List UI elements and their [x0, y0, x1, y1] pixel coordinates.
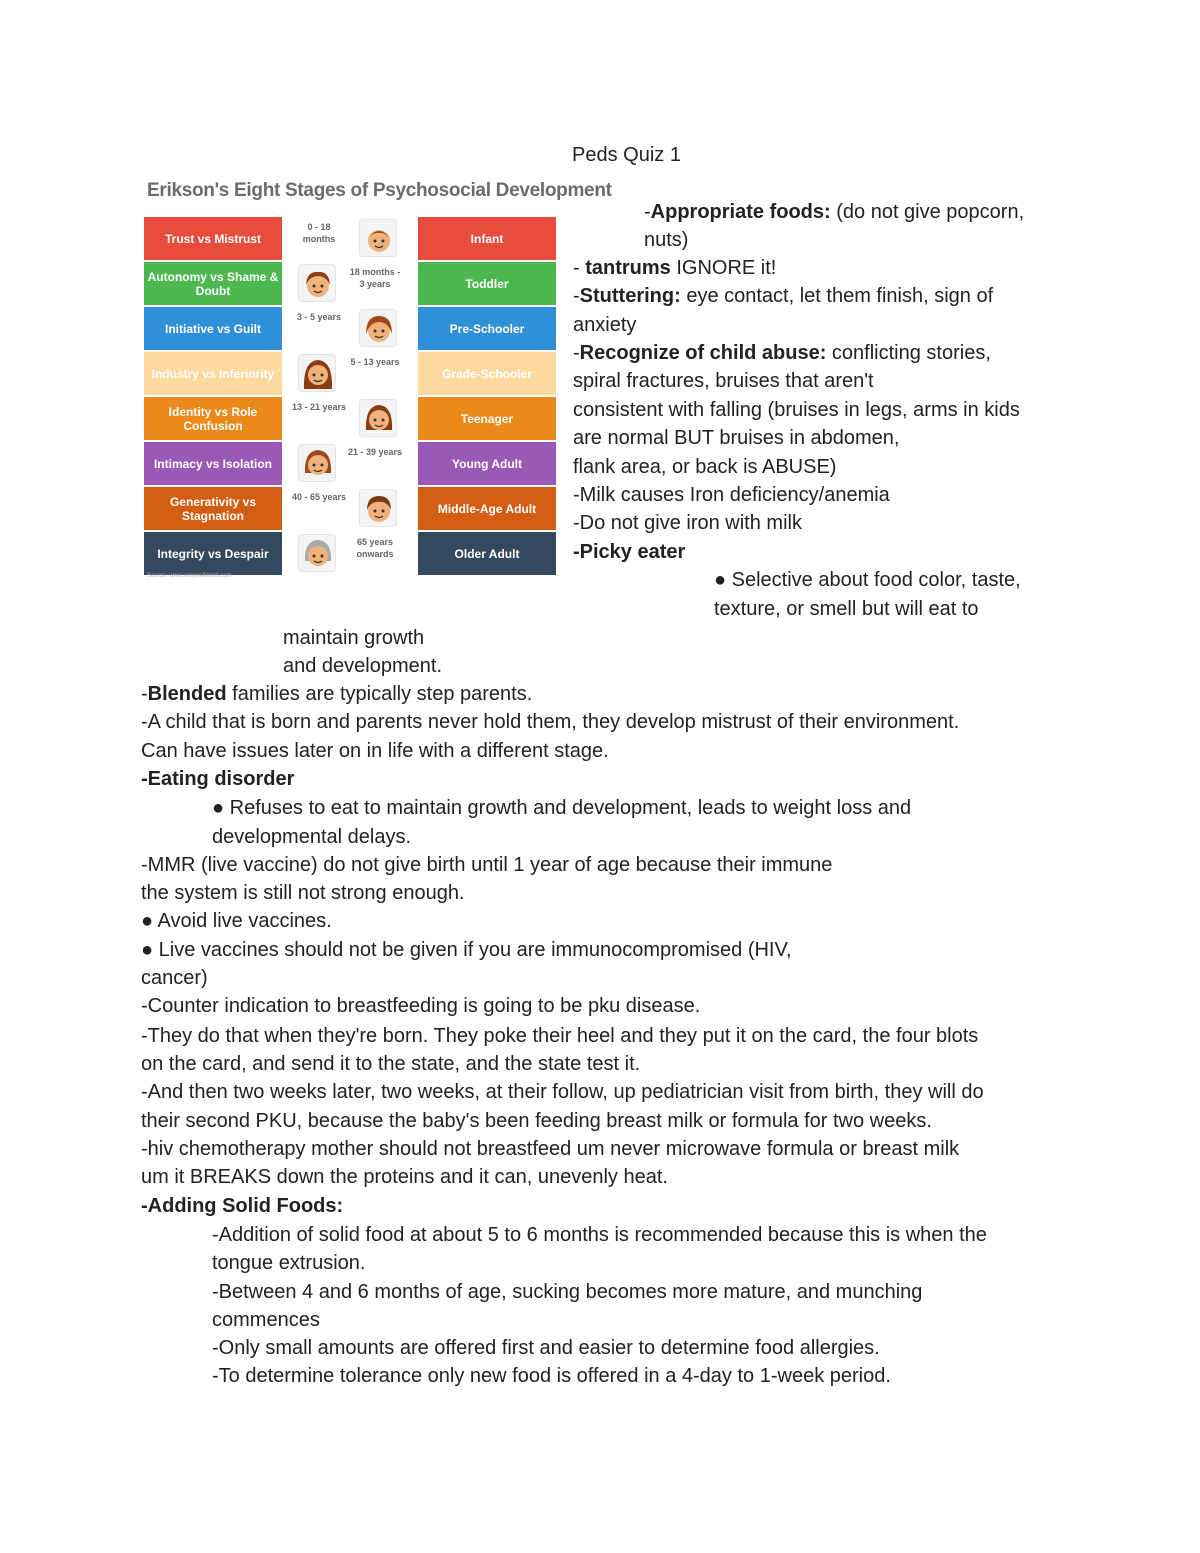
age-range: 0 - 18 months — [302, 222, 336, 244]
stuttering-line-2: anxiety — [573, 314, 637, 336]
solid-line-3: -Between 4 and 6 months of age, sucking becomes more mature, and munching — [212, 1281, 923, 1303]
counter-indication-line: -Counter indication to breastfeeding is going to be pku disease. — [141, 995, 701, 1017]
grade-schooler-face-icon — [298, 354, 336, 392]
milk-iron-line: -Milk causes Iron deficiency/anemia — [573, 484, 890, 506]
stage-label: Autonomy vs Shame & Doubt — [144, 262, 282, 305]
picky-bullet-line-2: texture, or smell but will eat to — [714, 598, 979, 620]
stage-row — [144, 307, 556, 350]
stage-row — [144, 397, 556, 440]
mistrust-line-2: Can have issues later on in life with a different stage. — [141, 740, 609, 762]
live-immuno-bullet: ● Live vaccines should not be given if you are immunocompromised (HIV, — [141, 939, 792, 961]
live-immuno-line-2: cancer) — [141, 967, 208, 989]
solid-line: -Addition of solid food at about 5 to 6 months is recommended because this is when the — [212, 1224, 987, 1246]
maintain-line-2: and development. — [283, 655, 443, 677]
age-range: 18 months - 3 years — [349, 267, 401, 289]
stage-label: Initiative vs Guilt — [144, 307, 282, 350]
picky-eater-heading: -Picky eater — [573, 541, 686, 563]
preschooler-face-icon — [359, 309, 397, 347]
life-stage-label: Teenager — [418, 397, 556, 440]
stage-label: Industry vs Inferiority — [144, 352, 282, 395]
followup-line: -And then two weeks later, two weeks, at their follow, up pediatrician visit from birth, they will do — [141, 1081, 984, 1103]
stage-row — [144, 217, 556, 260]
heel-line-2: on the card, and send it to the state, and the state test it. — [141, 1053, 641, 1075]
appropriate-foods-line: -Appropriate foods: (do not give popcorn, — [644, 201, 1025, 223]
appropriate-foods-line-2: nuts) — [644, 229, 689, 251]
mistrust-line: -A child that is born and parents never hold them, they develop mistrust of their environment. — [141, 711, 960, 733]
blended-line: -Blended families are typically step parents. — [141, 683, 533, 705]
stage-label: Intimacy vs Isolation — [144, 442, 282, 485]
eating-bullet-line-2: developmental delays. — [212, 826, 412, 848]
solid-line-4: commences — [212, 1309, 320, 1331]
infographic-title: Erikson's Eight Stages of Psychosocial Development — [147, 180, 612, 201]
no-iron-milk-line: -Do not give iron with milk — [573, 512, 802, 534]
abuse-line-3: consistent with falling (bruises in legs, arms in kids — [573, 399, 1020, 421]
young-adult-face-icon — [298, 444, 336, 482]
stage-row — [144, 532, 556, 575]
page-title: Peds Quiz 1 — [572, 144, 681, 166]
age-range: 40 - 65 years — [291, 492, 347, 502]
teenager-face-icon — [359, 399, 397, 437]
source-note: Source: www.verywellmind.com — [147, 573, 232, 579]
life-stage-label: Older Adult — [418, 532, 556, 575]
age-range: 21 - 39 years — [347, 447, 403, 457]
age-range: 65 years onwards — [356, 537, 394, 559]
mmr-line: -MMR (live vaccine) do not give birth until 1 year of age because their immune — [141, 854, 833, 876]
abuse-line-5: flank area, or back is ABUSE) — [573, 456, 837, 478]
life-stage-label: Infant — [418, 217, 556, 260]
stage-label: Identity vs Role Confusion — [144, 397, 282, 440]
stage-label: Generativity vs Stagnation — [144, 487, 282, 530]
mmr-line-2: the system is still not strong enough. — [141, 882, 465, 904]
hiv-line-2: um it BREAKS down the proteins and it can, unevenly heat. — [141, 1166, 668, 1188]
heel-line: -They do that when they're born. They poke their heel and they put it on the card, the four blots — [141, 1025, 979, 1047]
age-range: 3 - 5 years — [296, 312, 342, 322]
stuttering-line: -Stuttering: eye contact, let them finish, sign of — [573, 285, 994, 307]
toddler-face-icon — [298, 264, 336, 302]
eating-disorder-heading: -Eating disorder — [141, 768, 295, 790]
stage-row — [144, 262, 556, 305]
solid-foods-heading: -Adding Solid Foods: — [141, 1195, 344, 1217]
followup-line-2: their second PKU, because the baby's been feeding breast milk or formula for two weeks. — [141, 1110, 932, 1132]
life-stage-label: Young Adult — [418, 442, 556, 485]
solid-line-5: -Only small amounts are offered first and easier to determine food allergies. — [212, 1337, 880, 1359]
life-stage-label: Grade-Schooler — [418, 352, 556, 395]
age-range: 5 - 13 years — [350, 357, 400, 367]
tantrums-line: - tantrums IGNORE it! — [573, 257, 777, 279]
stage-row — [144, 487, 556, 530]
hiv-line: -hiv chemotherapy mother should not breastfeed um never microwave formula or breast milk — [141, 1138, 960, 1160]
life-stage-label: Pre-Schooler — [418, 307, 556, 350]
solid-line-6: -To determine tolerance only new food is offered in a 4-day to 1-week period. — [212, 1365, 891, 1387]
middle-age-face-icon — [359, 489, 397, 527]
abuse-line-2: spiral fractures, bruises that aren't — [573, 370, 874, 392]
life-stage-label: Toddler — [418, 262, 556, 305]
age-range: 13 - 21 years — [291, 402, 347, 412]
avoid-live-bullet: ● Avoid live vaccines. — [141, 910, 332, 932]
stage-label: Integrity vs Despair — [144, 532, 282, 575]
older-adult-face-icon — [298, 534, 336, 572]
maintain-line: maintain growth — [283, 627, 425, 649]
eating-bullet: ● Refuses to eat to maintain growth and development, leads to weight loss and — [212, 797, 912, 819]
stage-row — [144, 352, 556, 395]
infant-face-icon — [359, 219, 397, 257]
stage-row — [144, 442, 556, 485]
abuse-line-4: are normal BUT bruises in abdomen, — [573, 427, 900, 449]
stage-label: Trust vs Mistrust — [144, 217, 282, 260]
solid-line-2: tongue extrusion. — [212, 1252, 366, 1274]
picky-bullet: ● Selective about food color, taste, — [714, 569, 1021, 591]
life-stage-label: Middle-Age Adult — [418, 487, 556, 530]
abuse-line: -Recognize of child abuse: conflicting stories, — [573, 342, 991, 364]
